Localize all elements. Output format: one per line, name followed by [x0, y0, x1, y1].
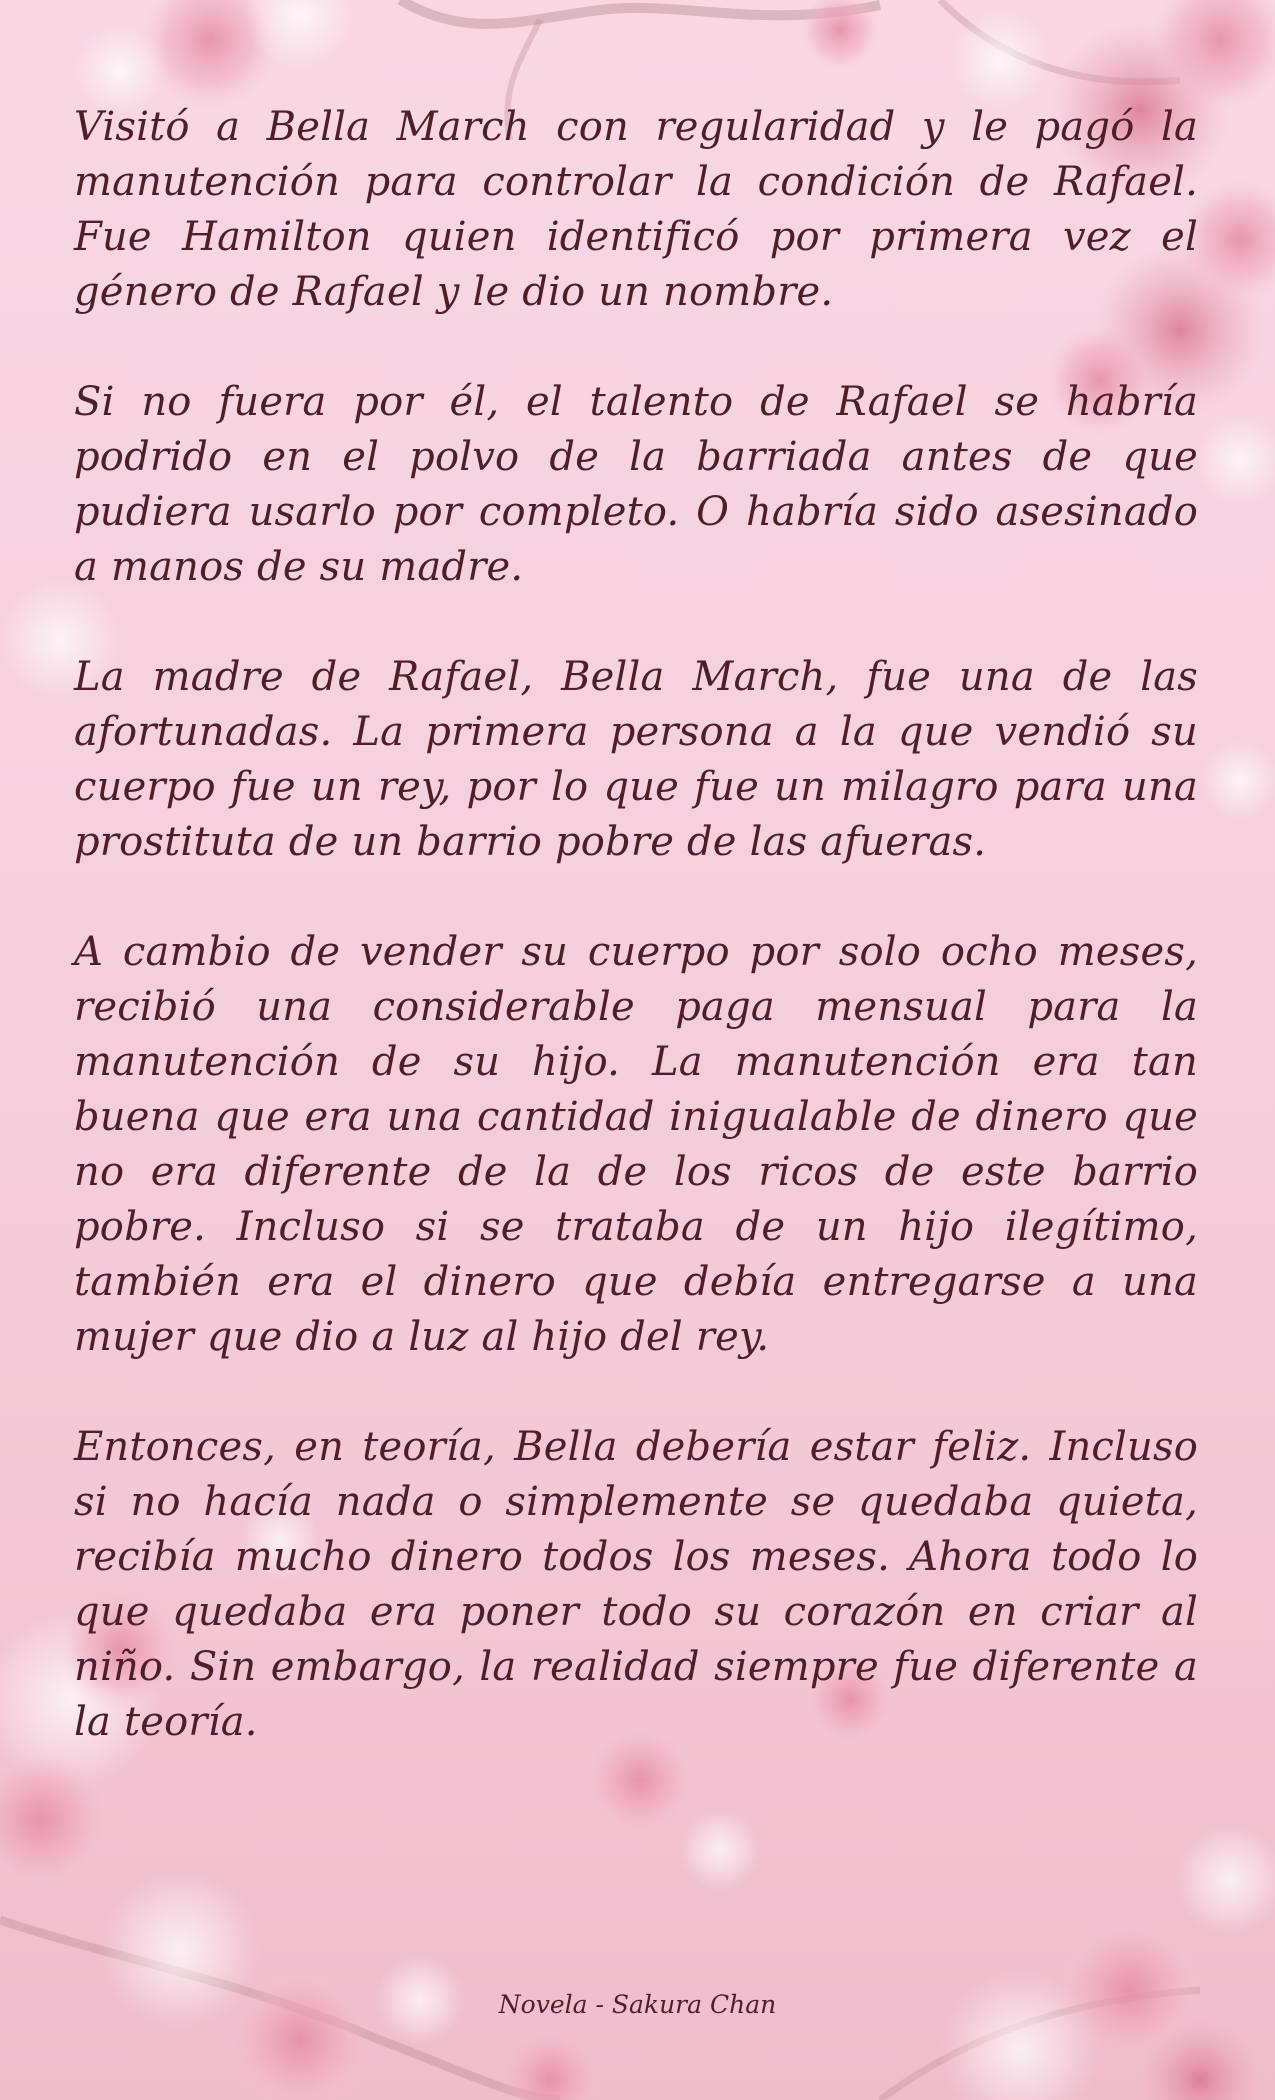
footer-credit: Novela - Sakura Chan	[498, 1990, 777, 2019]
paragraph-4: A cambio de vender su cuerpo por solo ocho meses, recibió una considerable paga mensual para la manutención de su hijo. La manutención era tan buena que era una cantidad inigualable de dinero que no era diferente de la de los ricos de este barrio pobre. Incluso si se trataba de un hijo ilegítimo, también era el dinero que debía entregarse a una mujer que dio a luz al hijo del rey.	[74, 929, 1198, 1360]
story-text	[74, 100, 1198, 1805]
paragraph-2: Si no fuera por él, el talento de Rafael se habría podrido en el polvo de la barriada antes de que pudiera usarlo por completo. O habría sido asesinado a manos de su madre.	[74, 379, 1198, 590]
paragraph-3: La madre de Rafael, Bella March, fue una de las afortunadas. La primera persona a la que vendió su cuerpo fue un rey, por lo que fue un milagro para una prostituta de un barrio pobre de las afueras.	[74, 654, 1198, 865]
paragraph-1: Visitó a Bella March con regularidad y le pagó la manutención para controlar la condición de Rafael. Fue Hamilton quien identificó por primera vez el género de Rafael y le dio un nombre.	[74, 104, 1198, 315]
paragraph-5: Entonces, en teoría, Bella debería estar feliz. Incluso si no hacía nada o simplemente se quedaba quieta, recibía mucho dinero todos los meses. Ahora todo lo que quedaba era poner todo su corazón en criar al niño. Sin embargo, la realidad siempre fue diferente a la teoría.	[74, 1424, 1198, 1745]
